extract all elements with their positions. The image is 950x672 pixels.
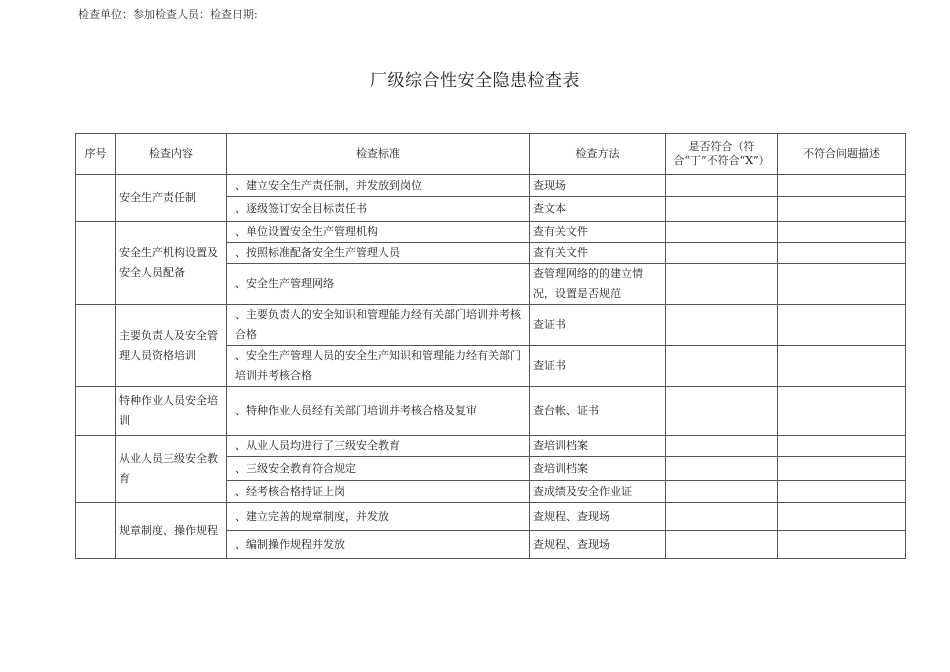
- issue-cell[interactable]: [778, 197, 906, 222]
- standard-cell: 、编制操作规程并发放: [227, 531, 530, 559]
- page-title: 厂级综合性安全隐患检查表: [370, 71, 580, 91]
- method-cell: 查规程、查现场: [530, 503, 666, 531]
- issue-cell[interactable]: [778, 346, 906, 387]
- issue-cell[interactable]: [778, 436, 906, 457]
- compliance-cell[interactable]: [666, 264, 778, 305]
- standard-cell: 、主要负责人的安全知识和管理能力经有关部门培训并考核合格: [227, 305, 530, 346]
- issue-cell[interactable]: [778, 222, 906, 243]
- table-row: [76, 222, 906, 243]
- table-row: [76, 436, 906, 457]
- method-cell: 查规程、查现场: [530, 531, 666, 559]
- method-cell: 查有关文件: [530, 243, 666, 264]
- issue-cell[interactable]: [778, 264, 906, 305]
- compliance-cell[interactable]: [666, 531, 778, 559]
- issue-cell[interactable]: [778, 503, 906, 531]
- inspection-header-info: 检查单位：参加检查人员：检查日期:: [78, 8, 258, 21]
- issue-cell[interactable]: [778, 387, 906, 436]
- column-header-content: 检查内容: [116, 134, 227, 175]
- method-cell: 查证书: [530, 305, 666, 346]
- table-row: [76, 503, 906, 531]
- compliance-cell[interactable]: [666, 436, 778, 457]
- method-cell: 查台帐、证书: [530, 387, 666, 436]
- issue-cell[interactable]: [778, 481, 906, 503]
- check-content-cell: 安全生产机构设置及安全人员配备: [116, 222, 227, 305]
- standard-cell: 、从业人员均进行了三级安全教育: [227, 436, 530, 457]
- method-cell: 查证书: [530, 346, 666, 387]
- compliance-cell[interactable]: [666, 243, 778, 264]
- method-cell: 查培训档案: [530, 436, 666, 457]
- table-row: [76, 175, 906, 197]
- check-content-cell: 安全生产责任制: [116, 175, 227, 222]
- method-cell: 查文本: [530, 197, 666, 222]
- issue-cell[interactable]: [778, 305, 906, 346]
- standard-cell: 、单位设置安全生产管理机构: [227, 222, 530, 243]
- standard-cell: 、经考核合格持证上岗: [227, 481, 530, 503]
- method-cell: 查成绩及安全作业证: [530, 481, 666, 503]
- seq-cell: [76, 503, 116, 559]
- seq-cell: [76, 436, 116, 503]
- column-header-seq: 序号: [76, 134, 116, 175]
- standard-cell: 、建立完善的规章制度，并发放: [227, 503, 530, 531]
- standard-cell: 、建立安全生产责任制，并发放到岗位: [227, 175, 530, 197]
- seq-cell: [76, 387, 116, 436]
- check-content-cell: 从业人员三级安全教育: [116, 436, 227, 503]
- column-header-issue: 不符合问题描述: [778, 134, 906, 175]
- seq-cell: [76, 305, 116, 387]
- table-row: [76, 305, 906, 346]
- issue-cell[interactable]: [778, 531, 906, 559]
- issue-cell[interactable]: [778, 457, 906, 481]
- standard-cell: 、安全生产管理网络: [227, 264, 530, 305]
- standard-cell: 、三级安全教育符合规定: [227, 457, 530, 481]
- compliance-cell[interactable]: [666, 305, 778, 346]
- method-cell: 查有关文件: [530, 222, 666, 243]
- standard-cell: 、安全生产管理人员的安全生产知识和管理能力经有关部门培训并考核合格: [227, 346, 530, 387]
- check-content-cell: 规章制度、操作规程: [116, 503, 227, 559]
- method-cell: 查管理网络的的建立情况，设置是否规范: [530, 264, 666, 305]
- issue-cell[interactable]: [778, 175, 906, 197]
- compliance-cell[interactable]: [666, 503, 778, 531]
- inspection-table: [75, 133, 906, 559]
- issue-cell[interactable]: [778, 243, 906, 264]
- check-content-cell: 特种作业人员安全培训: [116, 387, 227, 436]
- standard-cell: 、按照标准配备安全生产管理人员: [227, 243, 530, 264]
- seq-cell: [76, 175, 116, 222]
- compliance-cell[interactable]: [666, 346, 778, 387]
- seq-cell: [76, 222, 116, 305]
- compliance-cell[interactable]: [666, 175, 778, 197]
- check-content-cell: 主要负责人及安全管理人员资格培训: [116, 305, 227, 387]
- method-cell: 查培训档案: [530, 457, 666, 481]
- column-header-compliance: [666, 134, 778, 175]
- compliance-cell[interactable]: [666, 457, 778, 481]
- method-cell: 查现场: [530, 175, 666, 197]
- compliance-cell[interactable]: [666, 387, 778, 436]
- standard-cell: 、逐级签订安全目标责任书: [227, 197, 530, 222]
- compliance-cell[interactable]: [666, 197, 778, 222]
- column-header-method: 检查方法: [530, 134, 666, 175]
- table-row: [76, 387, 906, 436]
- compliance-header-text: 是否符合（符合“丁”不符合“X”）: [673, 140, 770, 167]
- standard-cell: 、特种作业人员经有关部门培训并考核合格及复审: [227, 387, 530, 436]
- compliance-cell[interactable]: [666, 481, 778, 503]
- compliance-cell[interactable]: [666, 222, 778, 243]
- column-header-standard: 检查标准: [227, 134, 530, 175]
